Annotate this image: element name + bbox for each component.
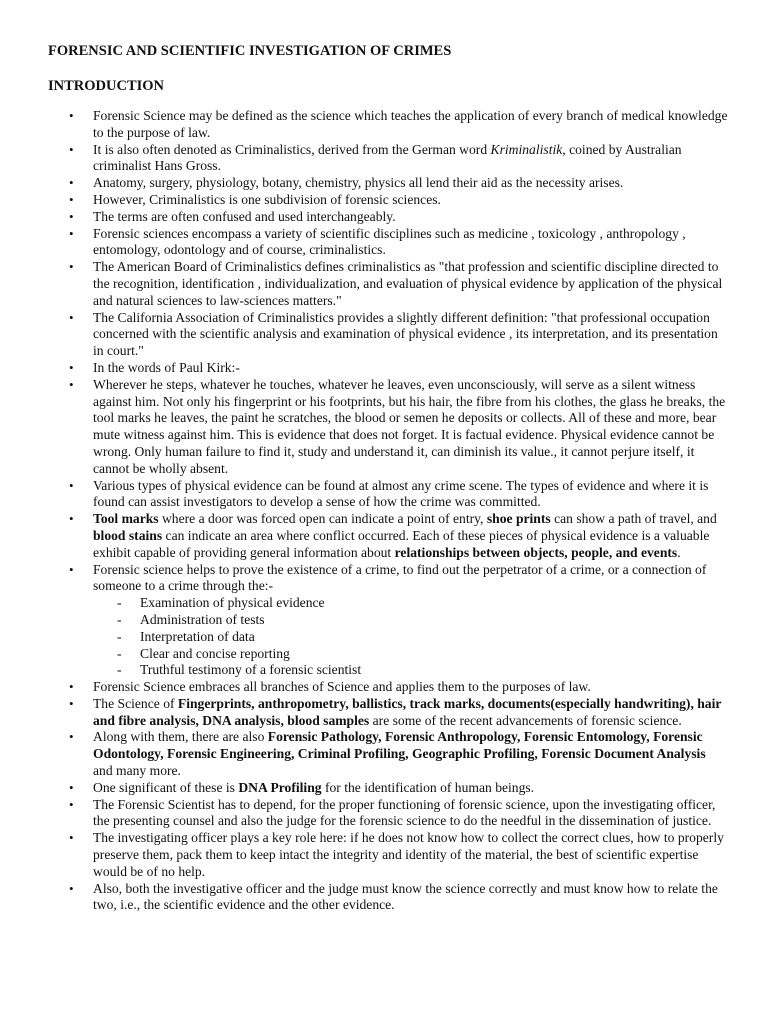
bullet-item	[93, 696, 728, 730]
bold-text: Tool marks	[93, 511, 159, 527]
bullet-item	[93, 797, 728, 831]
text-segment: The American Board of Criminalistics defines criminalistics as "that profession and scientific discipline directed to the recognition, identification , individualization, and evaluation of physical evidence by application of the physical and natural sciences to law-sciences matters."	[93, 259, 723, 308]
document-title: FORENSIC AND SCIENTIFIC INVESTIGATION OF CRIMES	[48, 43, 452, 59]
bold-text: Fingerprints, anthropometry, ballistics, track marks, documents(especially handwriting), hair and fibre analysis, DNA analysis, blood samples	[93, 695, 722, 728]
text-segment: .	[677, 544, 681, 560]
text-segment: and many more.	[93, 763, 181, 779]
bullet-item	[93, 360, 728, 377]
text-segment: Forensic science helps to prove the existence of a crime, to find out the perpetrator of a crime, or a connection of someone to a crime through the:-	[93, 561, 707, 594]
text-segment: However, Criminalistics is one subdivision of forensic sciences.	[93, 191, 441, 207]
section-heading: INTRODUCTION	[48, 78, 165, 94]
bullet-item	[93, 108, 728, 142]
text-segment: are some of the recent advancements of forensic science.	[369, 712, 682, 728]
bullet-item	[93, 259, 728, 309]
bold-text: Forensic Pathology, Forensic Anthropology, Forensic Entomology, Forensic Odontology, Forensic Engineering, Criminal Profiling, Geographic Profiling, Forensic Document Analysis	[93, 729, 706, 762]
bold-text: blood stains	[93, 527, 163, 543]
text-segment: Forensic sciences encompass a variety of scientific disciplines such as medicine , toxicology , anthropology , entomology, odontology and of course, criminalistics.	[93, 225, 686, 258]
text-segment: Forensic Science may be defined as the science which teaches the application of every branch of medical knowledge to the purpose of law.	[93, 108, 728, 140]
sub-list-item: - Truthful testimony of a forensic scientist	[140, 662, 728, 679]
text-segment: Anatomy, surgery, physiology, botany, chemistry, physics all lend their aid as the necessity arises.	[93, 175, 624, 191]
bullet-item	[93, 830, 728, 880]
italic-text: Kriminalistik	[490, 141, 563, 157]
bullet-item	[93, 310, 728, 360]
bold-text: DNA Profiling	[238, 779, 322, 795]
text-segment: where a door was forced open can indicate a point of entry,	[158, 511, 487, 527]
text-segment: Also, both the investigative officer and the judge must know the science correctly and must know how to relate the two, i.e., the scientific evidence and the other evidence.	[93, 880, 718, 913]
text-segment: In the words of Paul Kirk:-	[93, 359, 240, 375]
sub-list-item: - Examination of physical evidence	[140, 595, 728, 612]
bold-text: shoe prints	[486, 511, 551, 527]
text-segment: can show a path of travel, and	[550, 511, 717, 527]
text-segment: The terms are often confused and used interchangeably.	[93, 208, 396, 224]
sub-list	[93, 595, 728, 679]
bullet-item	[93, 881, 728, 915]
text-segment: Wherever he steps, whatever he touches, whatever he leaves, even unconsciously, will serve as a silent witness against him. Not only his fingerprint or his footprints, but his hair, the fibre from his clothes, the glass he breaks, the tool marks he leaves, the paint he scratches, the blood or semen he deposits or collects. All of these and more, bear mute witness against him. This is evidence that does not forget. It is factual evidence. Physical evidence cannot be wrong. Only human failure to find it, study and understand it, can diminish its value., it cannot perjure itself, it cannot be wholly absent.	[93, 376, 726, 476]
text-segment: It is also often denoted as Criminalistics, derived from the German word	[93, 141, 491, 157]
text-segment: The California Association of Criminalistics provides a slightly different definition: "that professional occupation concerned with the scientific analysis and examination of physical evidence , its interpretation, and its presentation in court."	[93, 309, 718, 359]
bullet-item	[93, 226, 728, 260]
bullet-item	[93, 175, 728, 192]
sub-list-item: - Clear and concise reporting	[140, 646, 728, 663]
bullet-item	[93, 562, 728, 680]
sub-list-item: - Interpretation of data	[140, 629, 728, 646]
bullet-item	[93, 780, 728, 797]
text-segment: Various types of physical evidence can be found at almost any crime scene. The types of evidence and where it is found can assist investigators to develop a sense of how the crime was committed.	[93, 477, 709, 510]
text-segment: can indicate an area where conflict occurred. Each of these pieces of physical evidence is a valuable exhibit capable of providing general information about	[93, 527, 710, 560]
bullet-item	[93, 511, 728, 561]
bold-text: relationships between objects, people, and events	[394, 544, 678, 560]
text-segment: , coined by Australian criminalist Hans Gross.	[93, 141, 682, 174]
sub-list-item: - Administration of tests	[140, 612, 728, 629]
text-segment: for the identification of human beings.	[321, 779, 535, 795]
text-segment: Forensic Science embraces all branches of Science and applies them to the purposes of law.	[93, 679, 591, 695]
bullet-item	[93, 478, 728, 512]
bullet-list	[48, 108, 728, 914]
bullet-item	[93, 192, 728, 209]
text-segment: The Forensic Scientist has to depend, for the proper functioning of forensic science, upon the investigating officer, the presenting counsel and also the judge for the forensic science to do the needful in the dissemination of justice.	[93, 796, 716, 829]
text-segment: One significant of these is	[93, 779, 239, 795]
bullet-item	[93, 377, 728, 478]
bullet-item	[93, 209, 728, 226]
text-segment: The Science of	[93, 695, 178, 711]
text-segment: The investigating officer plays a key role here: if he does not know how to collect the correct clues, how to properly preserve them, pack them to keep intact the integrity and identity of the material, the best of scientific expertise would be of no help.	[93, 830, 724, 879]
bullet-item	[93, 729, 728, 779]
text-segment: Along with them, there are also	[93, 729, 268, 745]
bullet-item	[93, 142, 728, 176]
bullet-item	[93, 679, 728, 696]
